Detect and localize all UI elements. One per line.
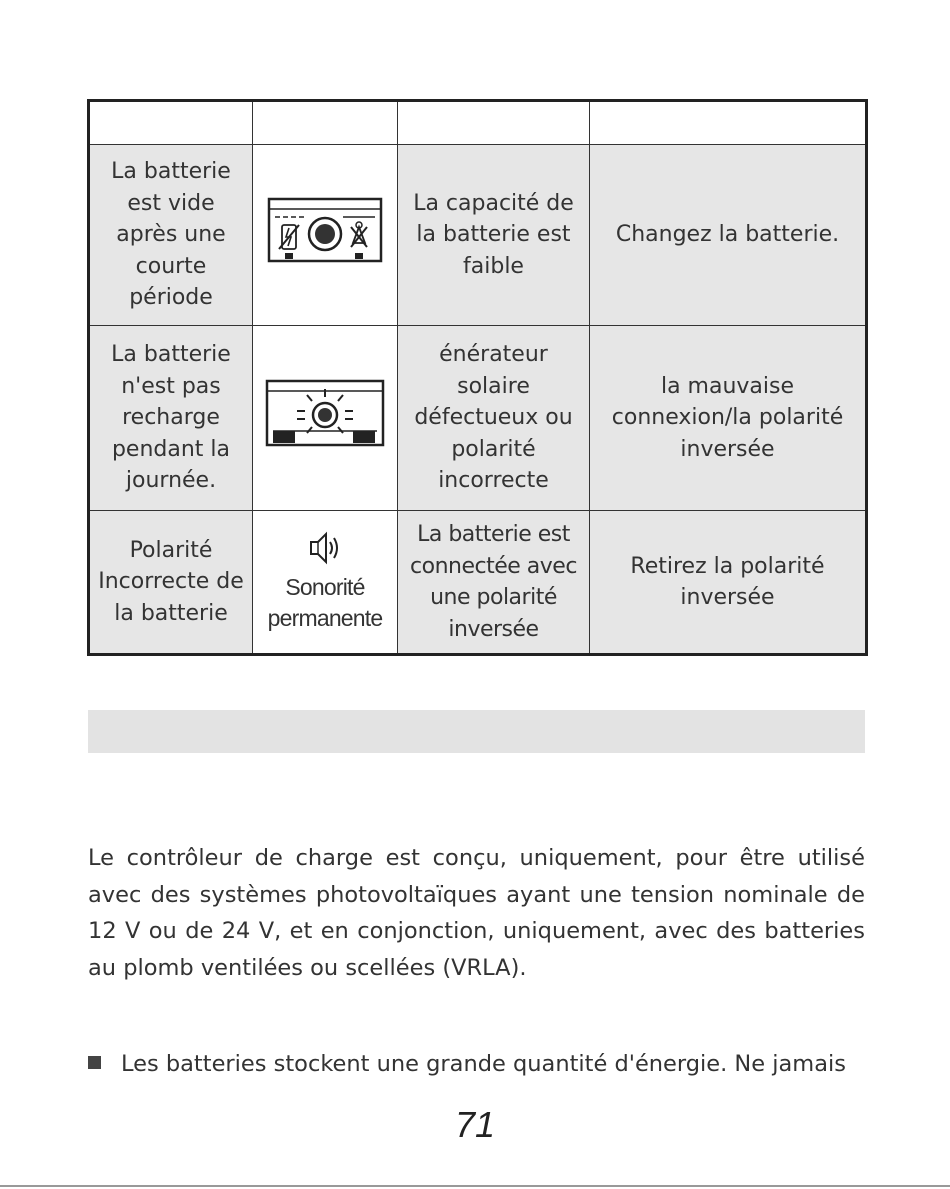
page-number: 71 [454,1104,496,1145]
solar-led-blinking-icon [265,379,385,447]
table-header-row [89,101,867,145]
cause-cell: La batterie est connectée avec une polarité inversée [398,511,590,655]
cause-cell: énérateur solaire défectueux ou polarité incorrecte [398,326,590,511]
header-cell [398,101,590,145]
indicator-label: Sonorité permanente [267,574,383,631]
intended-use-paragraph: Le contrôleur de charge est conçu, uniquement, pour être utilisé avec des systèmes photovoltaïques ayant une tension nominale de 12 V ou de 24 V, et en conjonction, uniquement, avec des batteries au plomb ventilées ou scellées (VRLA). [88,845,865,981]
solution-cell: Changez la batterie. [590,145,867,326]
header-cell [89,101,253,145]
page-bottom-divider [0,1185,950,1187]
problem-cell: Polarité Incorrecte de la batterie [89,511,253,655]
troubleshooting-table [87,99,868,656]
bullet-square-icon [88,1056,101,1069]
speaker-icon [307,530,343,566]
battery-low-led-icon [267,197,383,263]
problem-cell: La batterie est vide après une courte période [89,145,253,326]
header-cell [253,101,398,145]
table-row [89,511,867,655]
solution-cell: Retirez la polarité inversée [590,511,867,655]
bullet-text: Les batteries stockent une grande quantité d'énergie. Ne jamais [121,1051,846,1077]
table-row [89,145,867,326]
section-heading-bar [88,710,865,753]
problem-cell: La batterie n'est pas recharge pendant la journée. [89,326,253,511]
indicator-cell [253,145,398,326]
solution-cell: la mauvaise connexion/la polarité inversée [590,326,867,511]
indicator-cell [253,511,398,655]
table-row [89,326,867,511]
indicator-cell [253,326,398,511]
cause-cell: La capacité de la batterie est faible [398,145,590,326]
safety-bullet [88,1046,865,1082]
header-cell [590,101,867,145]
